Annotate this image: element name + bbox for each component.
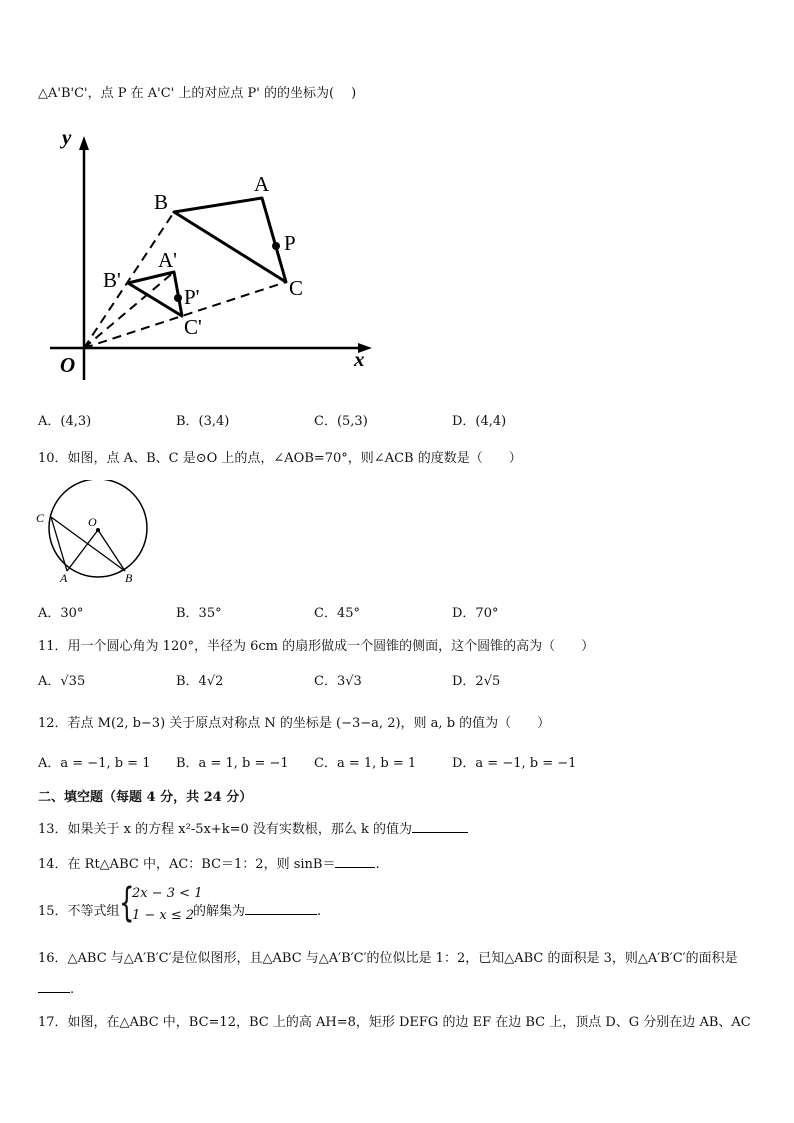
q13-stem [38, 818, 468, 837]
q15-tail: . [317, 904, 322, 919]
origin-label: O [60, 353, 76, 377]
q10-option-a[interactable]: A．30° [38, 606, 84, 621]
point-c-label: C [289, 276, 304, 300]
q10-point-o-label: O [88, 515, 97, 529]
q11-stem: 11．用一个圆心角为 120°，半径为 6cm 的扇形做成一个圆锥的侧面，这个圆锥的高为（ ） [38, 639, 595, 654]
q14-answer-blank[interactable] [335, 853, 375, 868]
q17-stem: 17．如图，在△ABC 中，BC=12，BC 上的高 AH=8，矩形 DEFG 的边 EF 在边 BC 上，顶点 D、G 分别在边 AB、AC [38, 1015, 751, 1030]
q16-answer-blank[interactable] [38, 978, 70, 993]
q11-option-c[interactable]: C．3√3 [314, 674, 362, 689]
q16-answer-line [38, 978, 74, 997]
q9-stem: △A'B'C'，点 P 在 A'C' 上的对应点 P' 的的坐标为( ) [38, 86, 357, 101]
point-b1-label: B' [103, 268, 121, 292]
section-title-fill-in: 二、填空题（每题 4 分，共 24 分） [38, 790, 253, 805]
q14-stem [38, 853, 380, 872]
q12-option-c[interactable]: C．a = 1, b = 1 [314, 756, 417, 771]
q15-ineq2: 1 − x ≤ 2 [132, 908, 195, 923]
q12-option-a[interactable]: A．a = −1, b = 1 [38, 756, 151, 771]
q11-option-b[interactable]: B．4√2 [176, 674, 224, 689]
q13-text: 13．如果关于 x 的方程 x²-5x+k=0 没有实数根，那么 k 的值为 [38, 822, 413, 837]
q16-stem: 16．△ABC 与△A′B′C′是位似图形，且△ABC 与△A′B′C′的位似比是 1：2，已知△ABC 的面积是 3，则△A′B′C′的面积是 [38, 951, 738, 966]
q9-figure [40, 122, 380, 384]
point-a-label: A [254, 172, 270, 196]
point-p1-label: P' [184, 285, 200, 309]
q14-text: 14．在 Rt△ABC 中，AC：BC＝1：2，则 sinB＝ [38, 857, 336, 872]
point-c1-label: C' [184, 315, 202, 339]
q15-ineq1: 2x − 3 < 1 [132, 886, 203, 901]
q14-tail: . [375, 857, 380, 872]
q9-option-c[interactable]: C．(5,3) [314, 414, 368, 429]
q10-option-c[interactable]: C．45° [314, 606, 360, 621]
q15-suffix: 的解集为 [193, 904, 246, 919]
q11-option-d[interactable]: D．2√5 [452, 674, 501, 689]
y-axis-label: y [62, 125, 72, 149]
q10-point-c-label: C [36, 511, 45, 525]
q9-option-b[interactable]: B．(3,4) [176, 414, 230, 429]
q13-answer-blank[interactable] [412, 818, 468, 833]
q10-point-b-label: B [125, 571, 133, 584]
q10-figure [32, 480, 152, 584]
q10-option-b[interactable]: B．35° [176, 606, 222, 621]
q15-prefix: 15．不等式组 [38, 904, 120, 919]
q9-option-d[interactable]: D．(4,4) [452, 414, 507, 429]
q15-answer-blank[interactable] [245, 900, 317, 915]
q11-option-a[interactable]: A．√35 [38, 674, 86, 689]
q10-option-d[interactable]: D．70° [452, 606, 499, 621]
q10-point-a-label: A [60, 571, 68, 584]
q15-suffix-wrap [193, 900, 321, 919]
point-b-label: B [154, 190, 169, 214]
x-axis-label: x [354, 347, 365, 371]
q12-option-d[interactable]: D．a = −1, b = −1 [452, 756, 577, 771]
brace-icon: { [119, 880, 135, 926]
q10-stem: 10．如图，点 A、B、C 是⊙O 上的点，∠AOB=70°，则∠ACB 的度数是（ ） [38, 451, 522, 466]
q16-tail: . [70, 982, 75, 997]
q9-option-a[interactable]: A．(4,3) [38, 414, 92, 429]
point-p-label: P [284, 231, 296, 255]
q12-stem: 12．若点 M(2, b−3) 关于原点对称点 N 的坐标是 (−3−a, 2)，则 a, b 的值为（ ） [38, 716, 551, 731]
point-a1-label: A' [158, 248, 177, 272]
q12-option-b[interactable]: B．a = 1, b = −1 [176, 756, 289, 771]
